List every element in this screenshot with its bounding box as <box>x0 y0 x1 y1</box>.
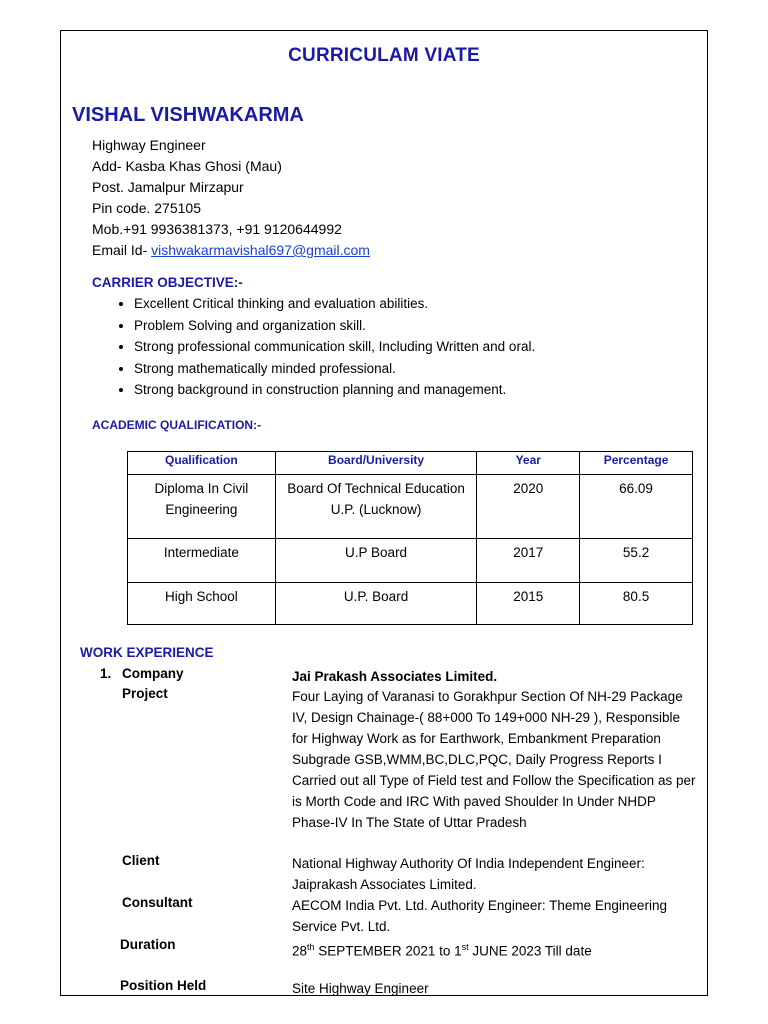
duration-label: Duration <box>120 937 176 952</box>
objective-heading: CARRIER OBJECTIVE:- <box>92 275 243 290</box>
position-label: Position Held <box>120 978 207 993</box>
consultant-label: Consultant <box>122 895 193 910</box>
list-item: • Problem Solving and organization skill. <box>134 315 535 337</box>
table-cell: High School <box>128 583 276 625</box>
duration-start-suffix: th <box>307 942 315 952</box>
table-cell: 2017 <box>477 539 580 583</box>
address-line-1: Add- Kasba Khas Ghosi (Mau) <box>92 158 282 174</box>
table-row <box>128 583 693 625</box>
email-link[interactable]: vishwakarmavishal697@gmail.com <box>151 242 370 258</box>
list-item: • Strong mathematically minded professional. <box>134 358 535 380</box>
work-heading: WORK EXPERIENCE <box>80 645 214 660</box>
table-cell: 80.5 <box>580 583 693 625</box>
mobile-numbers: Mob.+91 9936381373, +91 9120644992 <box>92 221 342 237</box>
table-row <box>128 475 693 539</box>
client-label: Client <box>122 853 160 868</box>
list-item: • Excellent Critical thinking and evaluation abilities. <box>134 293 535 315</box>
client-value: National Highway Authority Of India Independent Engineer: Jaiprakash Associates Limited. <box>292 856 645 892</box>
column-header: Board/University <box>275 452 477 475</box>
table-cell: 2015 <box>477 583 580 625</box>
table-cell: Diploma In Civil Engineering <box>128 475 276 539</box>
candidate-name: VISHAL VISHWAKARMA <box>72 104 304 126</box>
table-cell: 2020 <box>477 475 580 539</box>
company-label: Company <box>122 666 184 681</box>
project-value: Four Laying of Varanasi to Gorakhpur Section Of NH-29 Package IV, Design Chainage-( 88+000 To 149+000 NH-29 ), Responsible for Highway Work as for Earthwork, Embankment Preparation Subgrade GSB,WMM,BC,DLC,PQC, Daily Progress Reports I Carried out all Type of Field test and Follow the Specification as per is Morth Code and IRC With paved Shoulder In Under NHDP Phase-IV In The State of Uttar Pradesh <box>292 689 696 830</box>
duration-middle: SEPTEMBER 2021 to 1 <box>314 943 462 959</box>
column-header: Qualification <box>128 452 276 475</box>
contact-block <box>92 135 370 261</box>
duration-end: JUNE 2023 Till date <box>468 943 592 959</box>
designation: Highway Engineer <box>92 137 206 153</box>
table-cell: U.P Board <box>275 539 477 583</box>
table-header-row <box>128 452 693 475</box>
resume-page <box>60 30 708 996</box>
table-cell: Board Of Technical Education U.P. (Lucknow) <box>275 475 477 539</box>
duration-end-suffix: st <box>461 942 469 952</box>
objective-list <box>92 293 535 401</box>
list-item: • Strong professional communication skill, Including Written and oral. <box>134 336 535 358</box>
document-title: CURRICULAM VIATE <box>288 45 480 66</box>
address-line-2: Post. Jamalpur Mirzapur <box>92 179 244 195</box>
list-item: • Strong background in construction planning and management. <box>134 379 535 401</box>
email-line <box>92 240 370 261</box>
column-header: Year <box>477 452 580 475</box>
position-value: Site Highway Engineer <box>292 981 429 996</box>
consultant-value: AECOM India Pvt. Ltd. Authority Engineer: Theme Engineering Service Pvt. Ltd. <box>292 898 667 934</box>
academic-table <box>127 451 693 625</box>
academic-heading: ACADEMIC QUALIFICATION:- <box>92 418 262 432</box>
table-cell: Intermediate <box>128 539 276 583</box>
entry-number: 1. <box>100 666 112 681</box>
pin-code: Pin code. 275105 <box>92 200 201 216</box>
email-label: Email Id- <box>92 242 152 258</box>
table-cell: 66.09 <box>580 475 693 539</box>
column-header: Percentage <box>580 452 693 475</box>
table-row <box>128 539 693 583</box>
table-cell: U.P. Board <box>275 583 477 625</box>
duration-value <box>292 937 697 962</box>
company-value: Jai Prakash Associates Limited. <box>292 669 498 684</box>
project-label: Project <box>122 686 168 701</box>
table-cell: 55.2 <box>580 539 693 583</box>
duration-start-day: 28 <box>292 943 308 959</box>
